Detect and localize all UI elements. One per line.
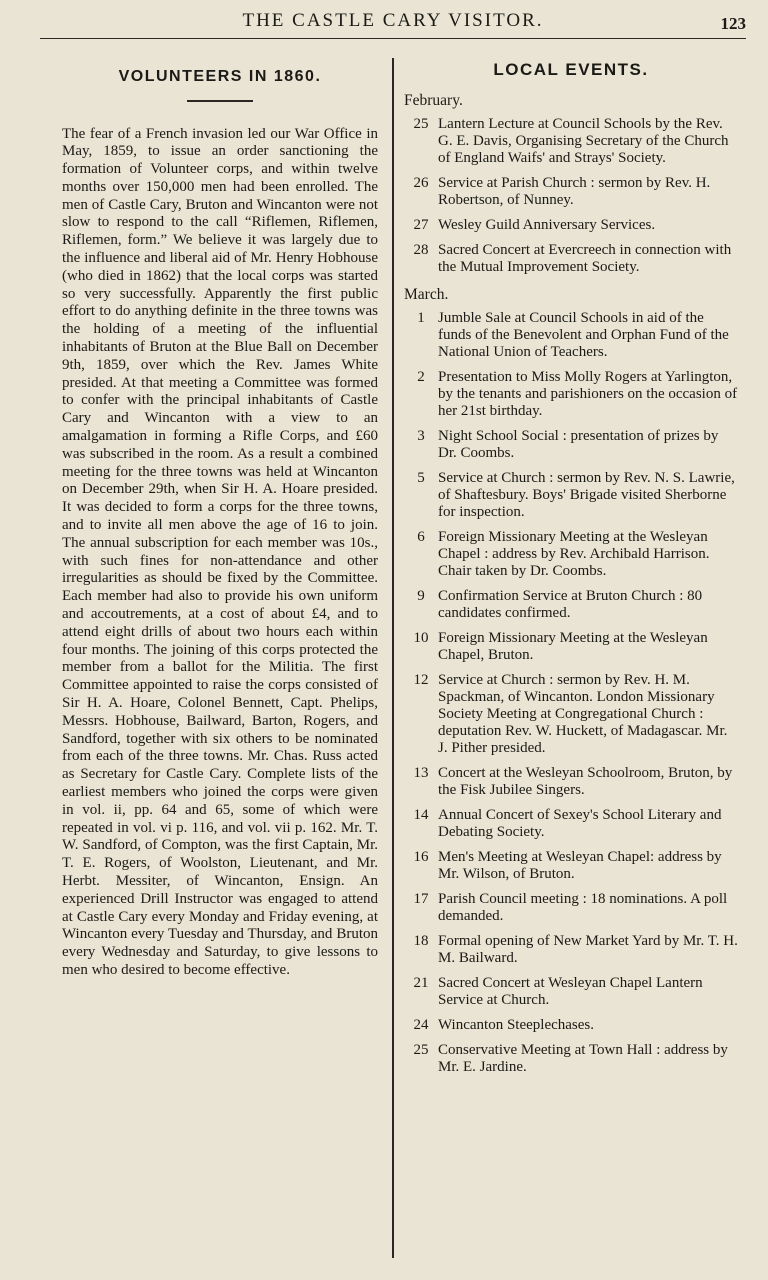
event-day: 27 (413, 217, 429, 233)
event-item (404, 891, 738, 925)
event-day: 6 (417, 529, 425, 545)
event-day: 18 (413, 933, 429, 949)
event-day: 26 (413, 175, 429, 191)
event-day: 9 (417, 588, 425, 604)
event-text: Presentation to Miss Molly Rogers at Yarlington, by the tenants and parishioners on the occasion of her 21st birthday. (438, 369, 738, 419)
event-text: Men's Meeting at Wesleyan Chapel: address by Mr. Wilson, of Bruton. (438, 849, 722, 882)
heading-rule (187, 100, 253, 102)
events-list (404, 92, 738, 1076)
event-text: Service at Church : sermon by Rev. H. M. Spackman, of Wincanton. London Missionary Society Meeting at Congregational Church : deputation Rev. W. Huckett, of Madagascar. Mr. J. Pither presided. (438, 672, 728, 756)
article-heading: VOLUNTEERS IN 1860. (118, 68, 322, 85)
event-text: Foreign Missionary Meeting at the Wesleyan Chapel, Bruton. (438, 630, 708, 663)
event-day: 24 (413, 1017, 429, 1033)
event-item (404, 765, 738, 799)
event-item (404, 630, 738, 664)
event-day: 21 (413, 975, 429, 991)
event-item (404, 369, 738, 420)
event-day: 1 (417, 310, 425, 326)
event-text: Annual Concert of Sexey's School Literary and Debating Society. (438, 807, 722, 840)
event-day: 25 (413, 116, 429, 132)
event-item (404, 470, 738, 521)
event-text: Conservative Meeting at Town Hall : address by Mr. E. Jardine. (438, 1042, 728, 1075)
event-text: Confirmation Service at Bruton Church : 80 candidates confirmed. (438, 588, 703, 621)
event-item (404, 849, 738, 883)
event-text: Wincanton Steeplechases. (438, 1017, 595, 1033)
event-text: Wesley Guild Anniversary Services. (438, 217, 656, 233)
month-heading: March. (404, 286, 449, 303)
event-item (404, 242, 738, 276)
event-item (404, 672, 738, 757)
event-day: 14 (413, 807, 429, 823)
page-header (40, 8, 746, 39)
event-item (404, 933, 738, 967)
event-day: 16 (413, 849, 429, 865)
event-text: Service at Church : sermon by Rev. N. S. Lawrie, of Shaftesbury. Boys' Brigade visited Sherborne for inspection. (438, 470, 735, 520)
event-item (404, 310, 738, 361)
event-item (404, 975, 738, 1009)
events-heading: LOCAL EVENTS. (493, 60, 649, 79)
event-day: 25 (413, 1042, 429, 1058)
event-text: Parish Council meeting : 18 nominations. A poll demanded. (438, 891, 728, 924)
event-day: 5 (417, 470, 425, 486)
event-item (404, 1042, 738, 1076)
event-day: 13 (413, 765, 429, 781)
page-number: 123 (720, 14, 746, 33)
article-body: The fear of a French invasion led our War Office in May, 1859, to issue an order sanctioning the formation of Volunteer corps, and within twelve months over 150,000 men had been enrolled. The men of Castle Cary, Bruton and Wincanton were not slow to respond to the call “Riflemen, Riflemen, Riflemen, form.” We believe it was largely due to the influence and liberal aid of Mr. Henry Hobhouse (who died in 1862) that the local corps was started so very successfully. Apparently the first public effort to do anything definite in the three towns was the holding of a meeting of the influential inhabitants of Bruton at the Blue Ball on December 9th, 1859, over which the Rev. James White presided. At that meeting a Committee was formed to confer with the principal inhabitants of Castle Cary and Wincanton with a view to an amalgamation in forming a Rifle Corps, and £60 was subscribed in the room. As a result a combined meeting for the three towns was held at Wincanton on December 29th, when Sir H. A. Hoare presided. It was decided to form a corps for the three towns, and to invite all men above the age of 16 to join. The annual subscription for each member was 10s., with such fines for non-attendance and other irregularities as should be fixed by the Committee. Each member had also to provide his own uniform and accoutrements, at a cost of about £4, and to attend eight drills of about two hours each within four months. The joining of this corps protected the member from a ballot for the Militia. The first Committee appointed to raise the corps consisted of Sir H. A. Hoare, Colonel Bennett, Capt. Phelips, Messrs. Hobhouse, Bailward, Barton, Rogers, and Sandford, together with six others to be nominated from each of the three towns. Mr. Chas. Russ acted as Secretary for Castle Cary. Complete lists of the earliest members who joined the corps were given in vol. ii, pp. 64 and 65, some of which were repeated in vol. vi p. 116, and vol. vii p. 162. Mr. T. W. Sandford, of Compton, was the first Captain, Mr. T. E. Rogers, of Woolston, Lieutenant, and Mr. Herbt. Messiter, of Wincanton, Ensign. An experienced Drill Instructor was engaged to attend at Castle Cary every Monday and Friday evening, at Wincanton every Tuesday and Thursday, and Bruton every Wednesday and Saturday, to give lessons to men who desired to become effective. (62, 125, 378, 978)
event-text: Lantern Lecture at Council Schools by the Rev. G. E. Davis, Organising Secretary of the Church of England Waifs' and Strays' Society. (438, 116, 729, 166)
month-heading: February. (404, 92, 463, 109)
event-text: Foreign Missionary Meeting at the Wesleyan Chapel : address by Rev. Archibald Harrison. Chair taken by Dr. Coombs. (438, 529, 710, 579)
event-text: Formal opening of New Market Yard by Mr. T. H. M. Bailward. (438, 933, 738, 966)
event-text: Jumble Sale at Council Schools in aid of the funds of the Benevolent and Orphan Fund of the National Union of Teachers. (438, 310, 729, 360)
event-day: 2 (417, 369, 425, 385)
event-text: Service at Parish Church : sermon by Rev. H. Robertson, of Nunney. (438, 175, 711, 208)
column-divider (392, 58, 394, 1258)
event-day: 17 (413, 891, 429, 907)
event-item (404, 175, 738, 209)
event-item (404, 807, 738, 841)
event-item (404, 217, 738, 234)
event-text: Concert at the Wesleyan Schoolroom, Bruton, by the Fisk Jubilee Singers. (438, 765, 733, 798)
event-day: 10 (413, 630, 429, 646)
event-text: Night School Social : presentation of prizes by Dr. Coombs. (438, 428, 719, 461)
event-item (404, 428, 738, 462)
publication-title: THE CASTLE CARY VISITOR. (242, 10, 544, 31)
event-day: 3 (417, 428, 425, 444)
local-events-column (404, 60, 738, 1084)
event-item (404, 1017, 738, 1034)
event-text: Sacred Concert at Wesleyan Chapel Lantern Service at Church. (438, 975, 703, 1008)
event-item (404, 116, 738, 167)
event-day: 28 (413, 242, 429, 258)
event-text: Sacred Concert at Evercreech in connection with the Mutual Improvement Society. (438, 242, 732, 275)
event-item (404, 588, 738, 622)
volunteers-column (62, 64, 378, 995)
event-item (404, 529, 738, 580)
event-day: 12 (413, 672, 429, 688)
